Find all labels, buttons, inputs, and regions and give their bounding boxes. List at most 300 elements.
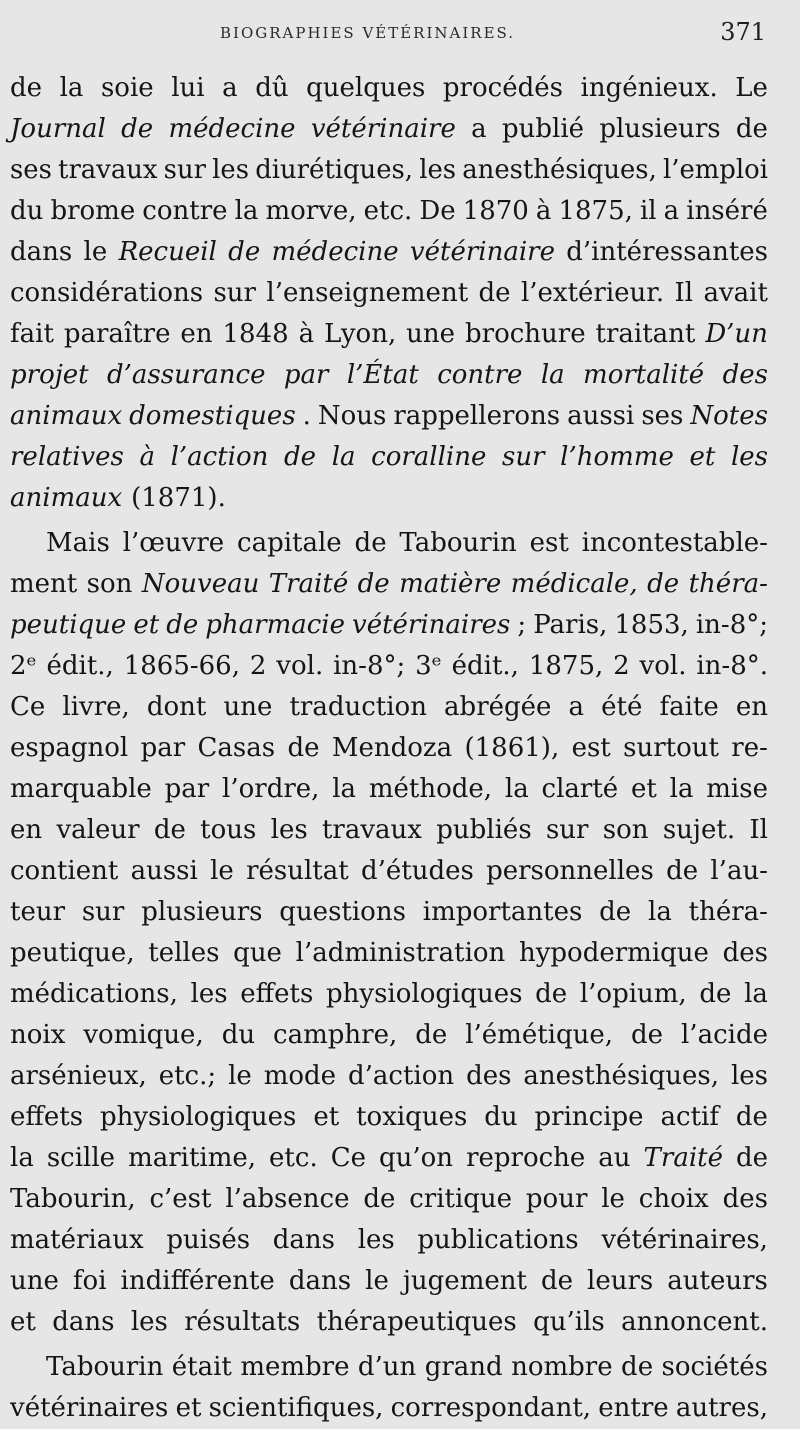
word: membre	[240, 1352, 350, 1382]
word: et	[133, 610, 160, 640]
word: Nous	[317, 401, 387, 431]
word: l’œuvre	[122, 528, 225, 558]
word: in-8°;	[333, 651, 406, 681]
word: les	[130, 1307, 168, 1337]
word: effets	[10, 1102, 84, 1132]
word: fait	[10, 319, 54, 349]
text-line	[10, 437, 768, 478]
word: et	[10, 1307, 36, 1337]
word: a	[471, 114, 487, 144]
word: importantes	[422, 897, 583, 927]
text-line	[10, 273, 768, 314]
word: espagnol	[10, 733, 129, 763]
word: les	[212, 155, 250, 185]
word: livre,	[62, 692, 130, 722]
word: critique	[409, 1184, 513, 1214]
word: que	[233, 938, 282, 968]
word: et	[630, 774, 657, 804]
word: de	[415, 1020, 448, 1050]
word: 3ᵉ	[415, 651, 442, 681]
word: domestiques	[129, 401, 296, 431]
word: brome	[50, 196, 136, 226]
word: par	[140, 733, 186, 763]
word: médecine	[168, 114, 296, 144]
text-line	[10, 1347, 768, 1388]
word: et	[313, 1102, 340, 1132]
word: correspondant,	[390, 1393, 592, 1423]
word: des	[722, 360, 768, 390]
word: la	[332, 774, 357, 804]
word: le	[365, 1266, 389, 1296]
word: vétérinaires	[352, 610, 511, 640]
word: mortalité	[583, 360, 705, 390]
word: Le	[735, 73, 768, 103]
word: la	[59, 73, 84, 103]
word: vétérinaire	[409, 237, 555, 267]
word: aussi	[567, 401, 635, 431]
word: D’un	[705, 319, 768, 349]
word: dans	[10, 237, 73, 267]
word: scientifiques,	[208, 1393, 384, 1423]
word: telles	[148, 938, 220, 968]
word: considérations	[10, 278, 204, 308]
word: vomique,	[83, 1020, 204, 1050]
word: du	[221, 1020, 256, 1050]
word: édit.,	[451, 651, 519, 681]
word: grand	[424, 1352, 503, 1382]
word: autres,	[675, 1393, 768, 1423]
word: médecine	[271, 237, 399, 267]
word: l’administration	[295, 938, 506, 968]
word: de	[666, 856, 699, 886]
text-line	[10, 1179, 768, 1220]
word: principe	[534, 1102, 644, 1132]
word: l’extérieur.	[520, 278, 665, 308]
word: 2	[613, 651, 630, 681]
word: a	[568, 692, 585, 722]
word: d’assurance	[107, 360, 266, 390]
word: 1875,	[558, 196, 633, 226]
word: Notes	[690, 401, 768, 431]
word: la	[234, 196, 259, 226]
word: vol.	[276, 651, 324, 681]
word: résultats	[184, 1307, 301, 1337]
text-line	[10, 478, 768, 519]
word: etc.	[269, 1143, 318, 1173]
word: contre	[142, 196, 228, 226]
word: inséré	[686, 196, 768, 226]
word: sur	[163, 155, 206, 185]
word: ses	[641, 401, 684, 431]
word: de	[599, 897, 632, 927]
word: édit.,	[46, 651, 114, 681]
word: de	[363, 1184, 396, 1214]
word: plusieurs	[141, 897, 263, 927]
text-line	[10, 728, 768, 769]
word: de	[735, 114, 768, 144]
word: lui	[171, 73, 205, 103]
word: travaux	[58, 155, 158, 185]
word: peutique	[10, 610, 127, 640]
word: de	[478, 278, 511, 308]
word: Tabourin	[46, 1352, 164, 1382]
word: physiologiques	[99, 1102, 297, 1132]
word: noix	[10, 1020, 66, 1050]
word: matériaux	[10, 1225, 144, 1255]
word: tous	[200, 815, 257, 845]
word: clarté	[541, 774, 619, 804]
word: procédés	[442, 73, 563, 103]
word: projet	[10, 360, 89, 390]
word: la	[331, 442, 356, 472]
word: Ce	[10, 692, 46, 722]
word: thérapeutiques	[316, 1307, 517, 1337]
word: le	[601, 1184, 625, 1214]
word: médications,	[10, 979, 178, 1009]
word: en	[180, 319, 213, 349]
word: re-	[731, 733, 768, 763]
text-line	[10, 1138, 768, 1179]
text-line	[10, 523, 768, 564]
word: de	[228, 237, 261, 267]
word: in-8°.	[696, 651, 768, 681]
word: scille	[46, 1143, 116, 1173]
word: abrégée	[444, 692, 552, 722]
word: surtout	[623, 733, 719, 763]
text-line	[10, 974, 768, 1015]
word: était	[171, 1352, 232, 1382]
word: etc.;	[158, 1061, 217, 1091]
word: pour	[525, 1184, 588, 1214]
word: à	[535, 196, 552, 226]
word: quelques	[306, 73, 426, 103]
word: l’acide	[680, 1020, 768, 1050]
text-line	[10, 851, 768, 892]
word: matière	[399, 569, 502, 599]
word: 1870	[462, 196, 529, 226]
word: sur	[213, 278, 256, 308]
word: (1871).	[131, 483, 226, 513]
word: mise	[706, 774, 768, 804]
word: diurétiques,	[255, 155, 414, 185]
word: in-8°;	[695, 610, 768, 640]
word: la	[744, 979, 768, 1009]
word: rappellerons	[393, 401, 561, 431]
word: résultat	[246, 856, 349, 886]
word: leurs	[587, 1266, 654, 1296]
text-line	[10, 150, 768, 191]
word: Paris,	[533, 610, 608, 640]
word: choix	[638, 1184, 709, 1214]
word: son	[602, 815, 649, 845]
text-line	[10, 1097, 768, 1138]
word: 2	[249, 651, 267, 681]
word: a	[663, 196, 680, 226]
word: anesthésiques,	[523, 1061, 719, 1091]
word: entre	[598, 1393, 669, 1423]
word: avait	[703, 278, 768, 308]
word: a	[222, 73, 238, 103]
word: animaux	[10, 483, 123, 513]
word: Il	[674, 278, 694, 308]
word: sur	[81, 897, 125, 927]
word: nombre	[511, 1352, 613, 1382]
word: ses	[10, 155, 52, 185]
word: Nouveau	[141, 569, 260, 599]
word: est	[571, 733, 611, 763]
word: vol.	[639, 651, 687, 681]
word: brochure	[465, 319, 586, 349]
word: questions	[279, 897, 406, 927]
word: la	[504, 774, 529, 804]
word: la	[669, 774, 694, 804]
word: 1875,	[528, 651, 604, 681]
word: l’État	[346, 360, 419, 390]
word: sur	[502, 442, 545, 472]
word: marquable	[10, 774, 152, 804]
word: théra-	[688, 569, 768, 599]
word: vétérinaire	[310, 114, 456, 144]
word: toxiques	[356, 1102, 468, 1132]
word: Mendoza	[331, 733, 453, 763]
word: publié	[501, 114, 585, 144]
word: de	[735, 1102, 768, 1132]
word: personnelles	[486, 856, 654, 886]
word: son	[86, 569, 133, 599]
word: sur	[545, 815, 589, 845]
word: vétérinaires	[10, 1393, 169, 1423]
text-line	[10, 1261, 768, 1302]
word: hypodermique	[518, 938, 709, 968]
word: foi	[72, 1266, 107, 1296]
word: publiés	[436, 815, 532, 845]
word: qu’on	[379, 1143, 454, 1173]
word: incontestable-	[581, 528, 768, 558]
word: dans	[288, 1266, 352, 1296]
word: traduction	[289, 692, 427, 722]
word: la	[10, 1143, 34, 1173]
word: puisés	[166, 1225, 251, 1255]
text-line	[10, 564, 768, 605]
word: de	[699, 979, 732, 1009]
word: Lyon,	[324, 319, 397, 349]
word: les	[357, 1225, 395, 1255]
word: l’au-	[710, 856, 768, 886]
word: méthode,	[368, 774, 493, 804]
word: travaux	[321, 815, 422, 845]
word: animaux	[10, 401, 123, 431]
word: de	[10, 73, 43, 103]
running-head	[0, 0, 800, 60]
text-line	[10, 109, 768, 150]
word: sociétés	[661, 1352, 768, 1382]
word: d’études	[360, 856, 474, 886]
word: contre	[437, 360, 523, 390]
word: capitale	[237, 528, 342, 558]
text-line	[10, 810, 768, 851]
word: est	[529, 528, 569, 558]
running-head-title: BIOGRAPHIES VÉTÉRINAIRES.	[220, 24, 516, 42]
text-line	[10, 646, 768, 687]
word: paraître	[63, 319, 171, 349]
word: dans	[272, 1225, 336, 1255]
text-line	[10, 191, 768, 232]
text-line	[10, 68, 768, 109]
word: d’action	[348, 1061, 455, 1091]
word: le	[83, 237, 108, 267]
word: auteurs	[667, 1266, 768, 1296]
word: Casas	[197, 733, 276, 763]
word: le	[228, 1061, 252, 1091]
word: ment	[10, 569, 78, 599]
word: aussi	[130, 856, 198, 886]
text-line	[10, 1015, 768, 1056]
word: de	[630, 1020, 664, 1050]
word: l’action	[170, 442, 269, 472]
word: Traité	[268, 569, 349, 599]
word: jugement	[402, 1266, 527, 1296]
word: Mais	[46, 528, 110, 558]
word: Ce	[330, 1143, 366, 1173]
text-line	[10, 1388, 768, 1429]
word: sujet.	[662, 815, 736, 845]
word: en	[10, 815, 43, 845]
text-line	[10, 355, 768, 396]
word: du	[10, 196, 44, 226]
word: les	[190, 979, 228, 1009]
word: Tabourin,	[10, 1184, 136, 1214]
word: les	[730, 442, 768, 472]
word: et	[689, 442, 716, 472]
word: les	[730, 1061, 768, 1091]
word: le	[210, 856, 234, 886]
word: de	[535, 979, 568, 1009]
word: de	[166, 610, 199, 640]
word: des	[722, 1184, 768, 1214]
word: de	[621, 1352, 654, 1382]
word: la	[648, 897, 672, 927]
word: été	[601, 692, 643, 722]
word: Traité	[643, 1143, 723, 1173]
word: à	[139, 442, 155, 472]
word: publications	[417, 1225, 579, 1255]
word: des	[466, 1061, 512, 1091]
word: 1865-66,	[123, 651, 240, 681]
word: Il	[749, 815, 768, 845]
word: physiologiques	[326, 979, 523, 1009]
word: de	[287, 733, 320, 763]
body-text	[10, 68, 768, 1429]
text-line	[10, 314, 768, 355]
word: au	[598, 1143, 631, 1173]
text-line	[10, 232, 768, 273]
word: vétérinaires,	[601, 1225, 768, 1255]
word: traitant	[595, 319, 696, 349]
word: l’absence	[225, 1184, 350, 1214]
word: reproche	[466, 1143, 586, 1173]
word: faite	[659, 692, 719, 722]
word: de	[153, 815, 186, 845]
text-line	[10, 396, 768, 437]
word: l’enseignement	[266, 278, 469, 308]
word: de	[540, 1266, 573, 1296]
word: dans	[52, 1307, 115, 1337]
word: maritime,	[128, 1143, 257, 1173]
word: l’emploi	[662, 155, 768, 185]
word: pharmacie	[205, 610, 345, 640]
word: l’homme	[560, 442, 674, 472]
word: valeur	[56, 815, 140, 845]
text-line	[10, 1056, 768, 1097]
word: de	[357, 569, 390, 599]
word: la	[540, 360, 565, 390]
word: Tabourin	[399, 528, 517, 558]
word: dû	[255, 73, 289, 103]
word: une	[223, 692, 273, 722]
word: anesthésiques,	[462, 155, 657, 185]
word: mode	[263, 1061, 337, 1091]
word: 1853,	[614, 610, 689, 640]
word: d’intéressantes	[566, 237, 768, 267]
word: des	[722, 938, 768, 968]
word: par	[164, 774, 210, 804]
word: qu’ils	[533, 1307, 605, 1337]
word: soie	[100, 73, 154, 103]
word: il	[639, 196, 657, 226]
word: médicale,	[510, 569, 638, 599]
word: Recueil	[118, 237, 217, 267]
text-line	[10, 892, 768, 933]
word: l’ordre,	[222, 774, 320, 804]
word: de	[735, 1143, 768, 1173]
word: l’opium,	[579, 979, 687, 1009]
page-number: 371	[720, 18, 766, 46]
word: plusieurs	[599, 114, 721, 144]
word: annoncent.	[621, 1307, 768, 1337]
word: .	[302, 401, 311, 431]
word: 2ᵉ	[10, 651, 37, 681]
word: 1848	[222, 319, 289, 349]
word: en	[735, 692, 768, 722]
word: indifférente	[120, 1266, 275, 1296]
word: théra-	[688, 897, 768, 927]
word: ingénieux.	[580, 73, 718, 103]
word: une	[10, 1266, 59, 1296]
word: contient	[10, 856, 119, 886]
text-line	[10, 769, 768, 810]
word: ;	[517, 610, 527, 640]
word: arsénieux,	[10, 1061, 147, 1091]
word: de	[284, 442, 317, 472]
text-line	[10, 1220, 768, 1261]
word: (1861),	[464, 733, 560, 763]
text-line	[10, 1302, 768, 1343]
word: les	[270, 815, 308, 845]
word: et	[175, 1393, 202, 1423]
text-line	[10, 933, 768, 974]
word: l’émétique,	[465, 1020, 614, 1050]
text-line	[10, 605, 768, 646]
word: du	[484, 1102, 518, 1132]
word: c’est	[149, 1184, 212, 1214]
word: coralline	[371, 442, 487, 472]
word: de	[354, 528, 387, 558]
word: relatives	[10, 442, 124, 472]
word: morve,	[265, 196, 357, 226]
word: les	[419, 155, 457, 185]
word: d’un	[357, 1352, 417, 1382]
text-line	[10, 687, 768, 728]
